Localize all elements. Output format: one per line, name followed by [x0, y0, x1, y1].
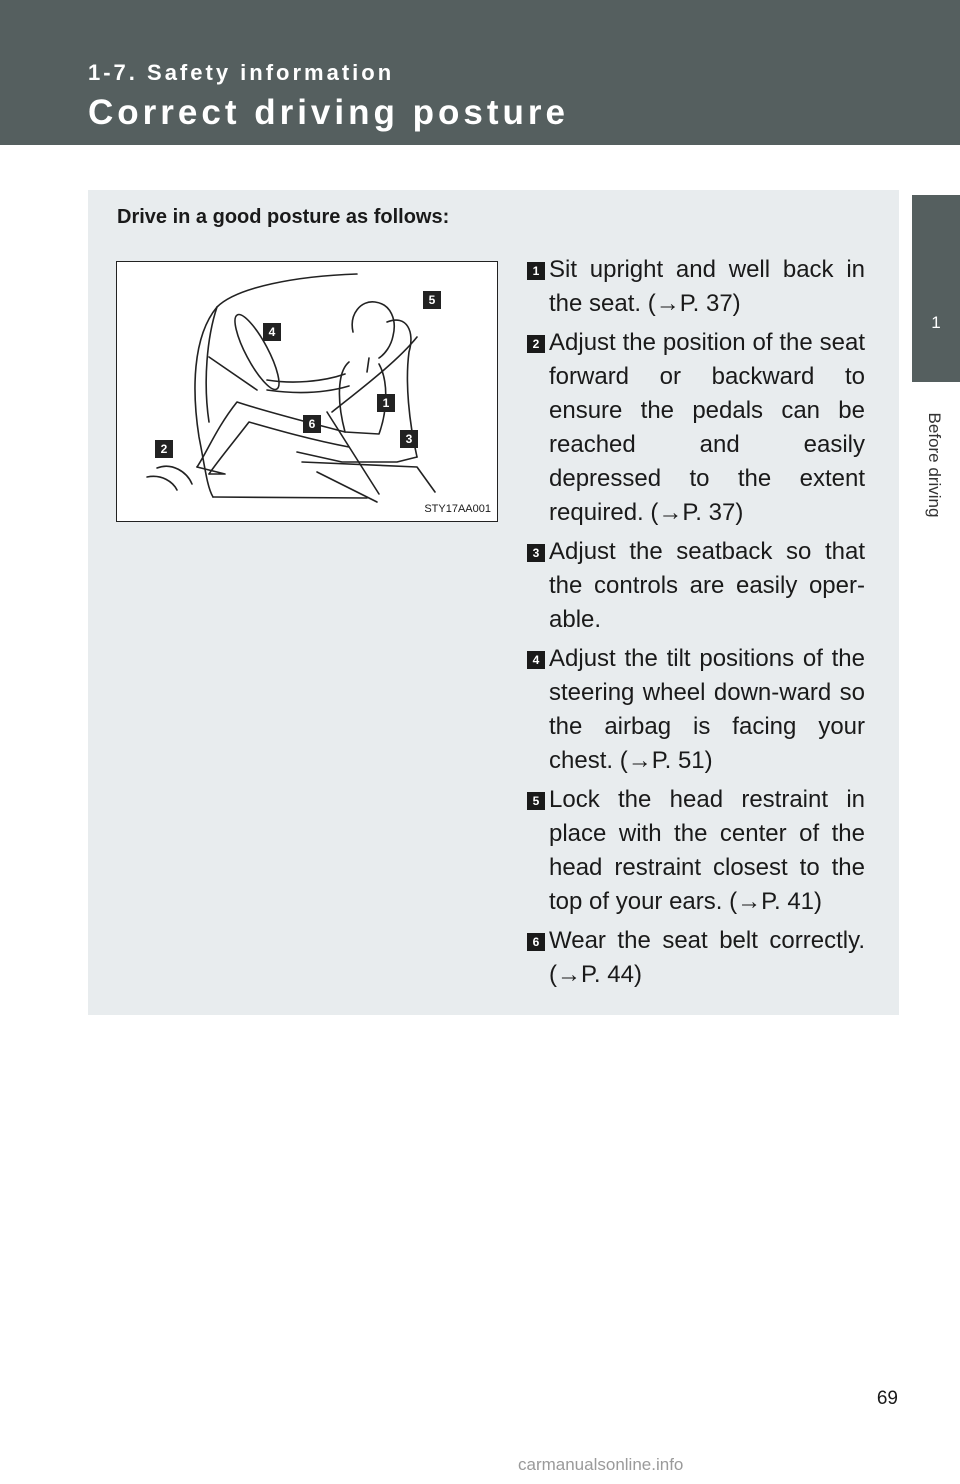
callout-6: 6	[308, 417, 316, 431]
step-text: Lock the head restraint in place with the center of the head restraint closest to the top of your ears. (→P. 41)	[549, 786, 865, 915]
step-number-badge: 4	[527, 651, 545, 669]
chapter-label	[919, 395, 949, 535]
step-number-badge: 5	[527, 792, 545, 810]
step-number-badge: 2	[527, 335, 545, 353]
list-item	[527, 326, 865, 530]
step-list	[527, 253, 865, 997]
list-item	[527, 253, 865, 321]
section-label: 1-7. Safety information	[88, 60, 395, 85]
step-text: Adjust the tilt positions of the steering wheel down-ward so the airbag is facing your chest. (→P. 51)	[549, 645, 865, 774]
callout-4: 4	[268, 325, 276, 339]
chapter-tab[interactable]	[912, 195, 960, 382]
list-item	[527, 642, 865, 778]
step-text: Wear the seat belt correctly. (→P. 44)	[549, 927, 865, 988]
driving-posture-illustration	[116, 261, 498, 522]
callout-1: 1	[382, 396, 390, 410]
watermark: carmanualsonline.info	[518, 1455, 684, 1474]
header-bar	[0, 0, 960, 145]
list-item	[527, 535, 865, 637]
callout-3: 3	[405, 432, 413, 446]
callout-5: 5	[428, 293, 436, 307]
figure-code: STY17AA001	[424, 503, 491, 515]
chapter-number: 1	[931, 313, 941, 332]
step-number-badge: 3	[527, 544, 545, 562]
chapter-label-text: Before driving	[925, 412, 944, 518]
step-number-badge: 6	[527, 933, 545, 951]
step-text: Sit upright and well back in the seat. (→P. 37)	[549, 256, 865, 317]
step-text: Adjust the seatback so that the controls are easily oper-able.	[549, 538, 865, 633]
list-item	[527, 783, 865, 919]
page-number: 69	[876, 1388, 898, 1409]
step-number-badge: 1	[527, 262, 545, 280]
list-item	[527, 924, 865, 992]
step-text: Adjust the position of the seat forward or backward to ensure the pedals can be reached and easily depressed to the extent required. (→P. 37)	[549, 329, 865, 526]
callout-2: 2	[160, 442, 168, 456]
posture-drawing	[117, 262, 497, 521]
intro-text: Drive in a good posture as follows:	[117, 206, 450, 228]
page-title: Correct driving posture	[88, 93, 569, 132]
